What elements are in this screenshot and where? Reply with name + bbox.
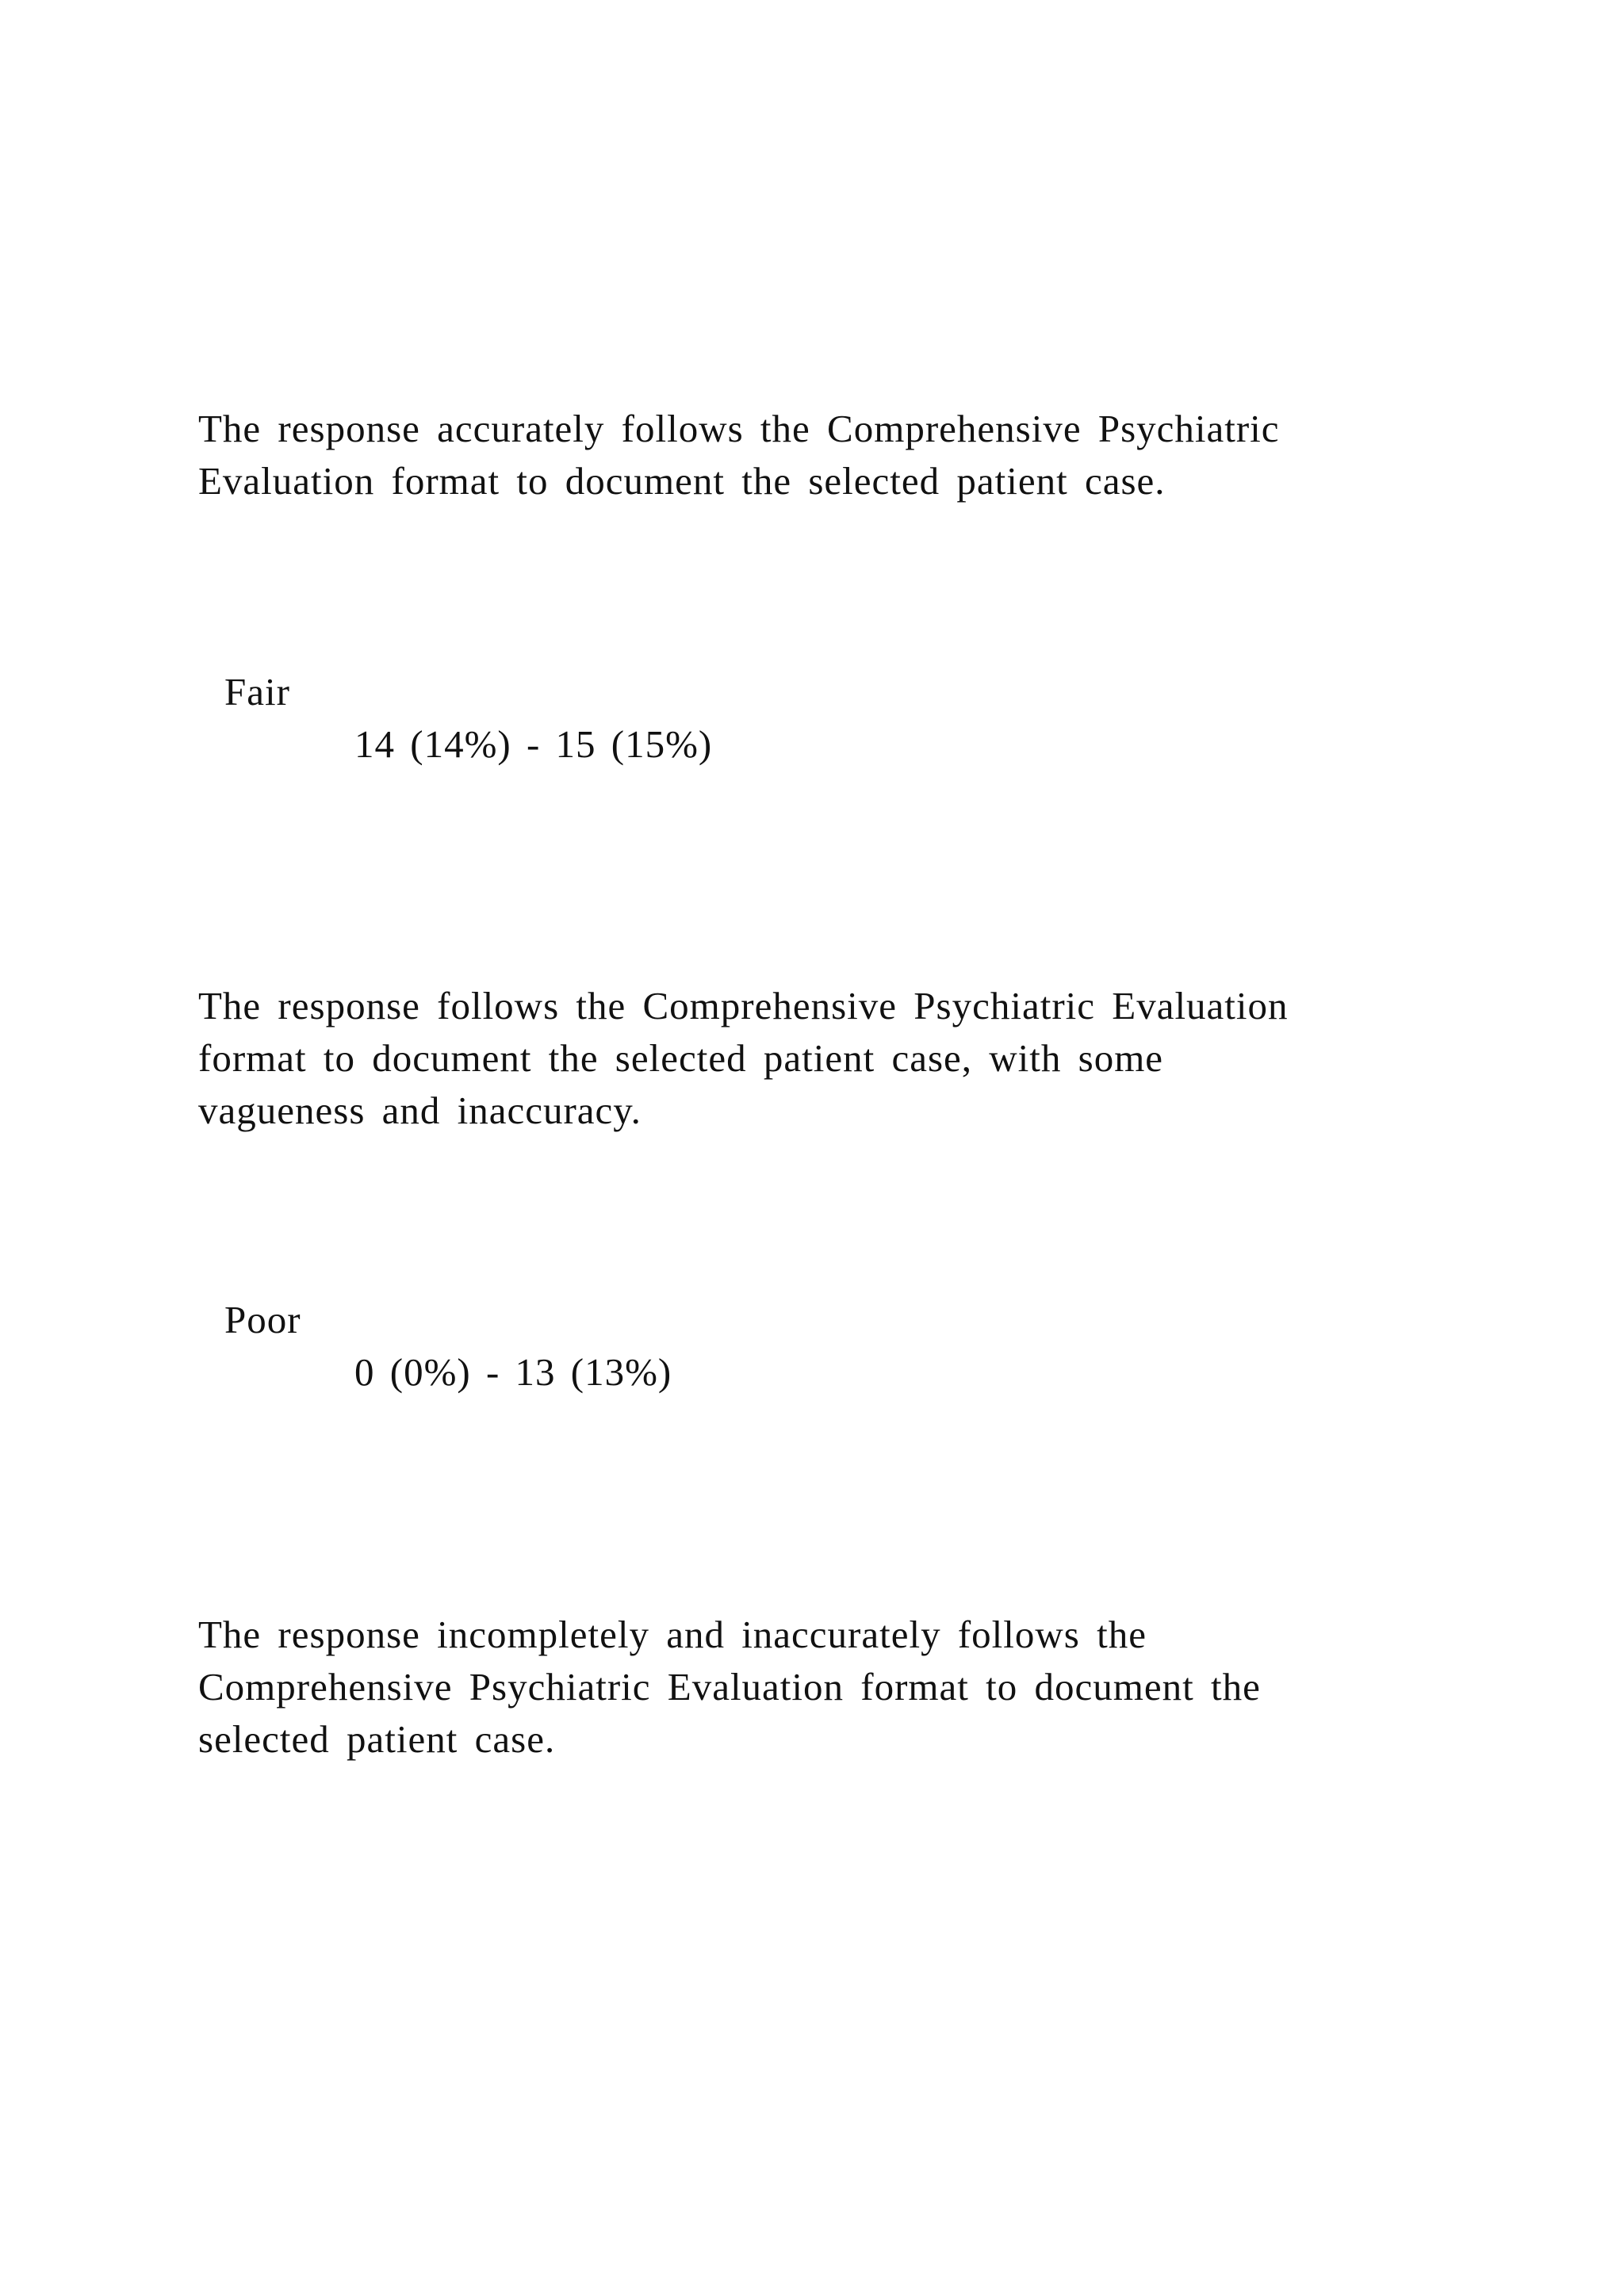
- text-line: format to document the selected patient case, with some: [198, 1036, 1164, 1080]
- fair-rating-label: Fair: [224, 670, 290, 714]
- text-line: vagueness and inaccuracy.: [198, 1089, 642, 1132]
- excellent-criterion-description: [198, 403, 1435, 507]
- text-line: The response follows the Comprehensive Psychiatric Evaluation: [198, 984, 1289, 1027]
- text-line: Comprehensive Psychiatric Evaluation format to document the: [198, 1665, 1261, 1709]
- text-line: The response incompletely and inaccurately follows the: [198, 1613, 1147, 1656]
- fair-points-range: 14 (14%) - 15 (15%): [354, 722, 713, 766]
- poor-criterion-description: [198, 1609, 1435, 1766]
- poor-points-range: 0 (0%) - 13 (13%): [354, 1350, 672, 1394]
- text-line: Evaluation format to document the selected patient case.: [198, 459, 1166, 503]
- poor-rating-label: Poor: [224, 1298, 301, 1341]
- text-line: selected patient case.: [198, 1717, 556, 1761]
- fair-criterion-description: [198, 980, 1435, 1137]
- text-line: The response accurately follows the Comprehensive Psychiatric: [198, 407, 1280, 450]
